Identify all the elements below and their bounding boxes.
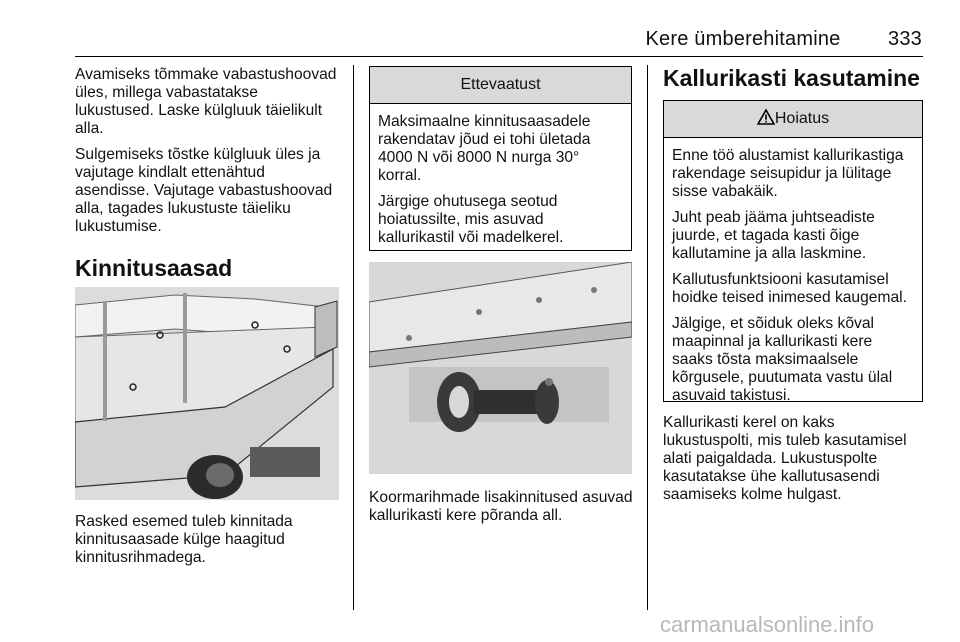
warning-text: Kallutusfunktsiooni kasutamisel hoidke teised inimesed kaugemal. [672,271,907,306]
warning-header [664,101,922,138]
warning-title: Hoiatus [774,110,830,127]
paragraph: Kallurikasti kerel on kaks lukustuspolti, mis tuleb kasutamisel alati paigaldada. Lukustuspolte kasutatakse ühe kallutusasendi saamiseks kolme hulgast. [663,414,907,503]
page-number: 333 [888,28,922,50]
paragraph: Avamiseks tõmmake vabastushoovad üles, millega vabastatakse lukustused. Laske külgluuk täielikult alla. [75,66,337,137]
caution-box [369,66,632,251]
caution-title: Ettevaatust [370,67,631,104]
column-divider [353,65,354,610]
watermark: carmanualsonline.info [660,612,875,637]
caution-text: Maksimaalne kinnitusaasadele rakendatav jõud ei tohi ületada 4000 N või 8000 N nurga 30° korral. [378,113,591,184]
page-header [520,28,922,51]
warning-box [663,100,923,402]
figure-caption: Rasked esemed tuleb kinnitada kinnitusaasade külge haagitud kinnitusrihmadega. [75,513,293,566]
warning-text: Enne töö alustamist kallurikastiga rakendage seisupidur ja lülitage sisse vabakäik. [672,147,904,200]
column-divider [647,65,648,610]
warning-triangle-icon [757,109,775,125]
tie-down-loops-illustration [75,287,339,500]
column-left [75,66,341,244]
warning-text: Jälgige, et sõiduk oleks kõval maapinnal ja kallurikasti kere saaks tõsta maksimaalsele kõrgusele, puutumata vastu ülal asuvaid takistusi. [672,315,893,404]
section-heading: Kinnitusaasad [75,255,233,281]
paragraph: Sulgemiseks tõstke külgluuk üles ja vajutage kindlalt ettenähtud asendisse. Vajutage vabastushoovad alla, tagades lukustuste täieliku lukustumise. [75,146,333,235]
warning-text: Juht peab jääma juhtseadiste juurde, et tagada kasti õige kallutamine ja alla laskmine. [672,209,875,262]
header-rule [75,56,923,57]
page-title: Kere ümberehitamine [645,28,841,50]
tipper-underside-illustration [369,262,632,474]
section-heading: Kallurikasti kasutamine [663,65,920,91]
figure-caption: Koormarihmade lisakinnitused asuvad kallurikasti kere põranda all. [369,489,633,524]
caution-text: Järgige ohutusega seotud hoiatussilte, mis asuvad kallurikastil või madelkerel. [378,193,564,246]
